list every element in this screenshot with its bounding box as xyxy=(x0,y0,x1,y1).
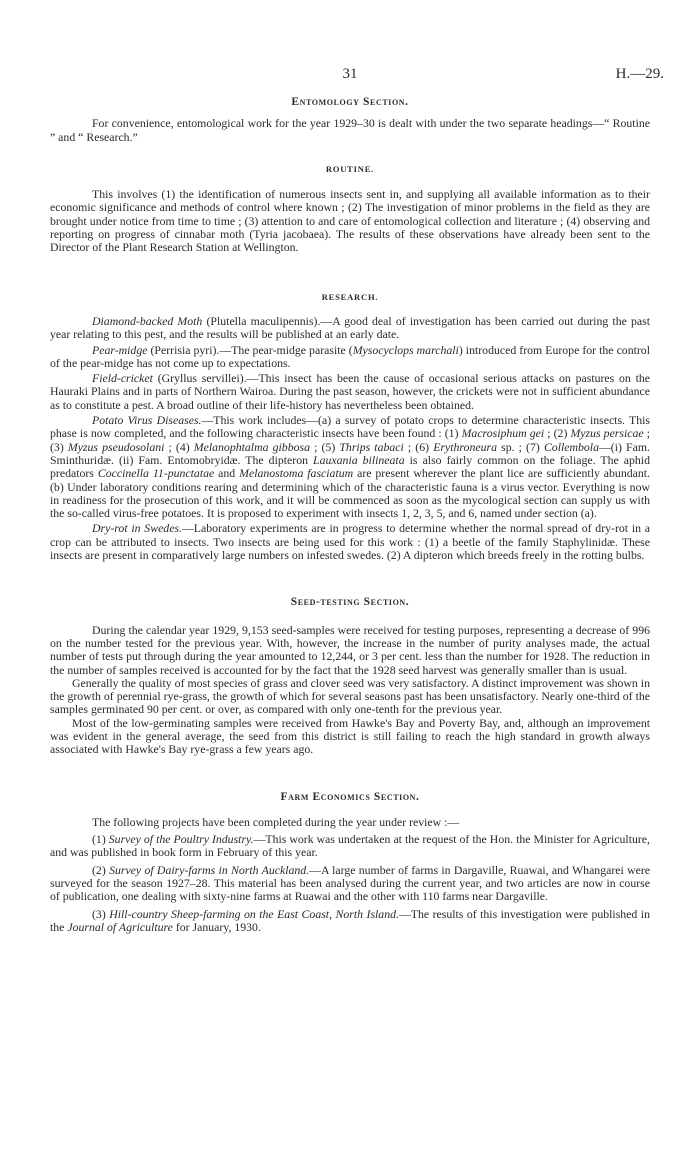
entomology-section xyxy=(50,66,650,562)
species-1: Macrosiphum gei xyxy=(461,426,545,441)
pear-midge-species: Mysocyclops marchali xyxy=(352,342,459,357)
diamond-moth-text: (Plutella maculipennis).—A good deal of investigation has been carried out during the past year relating to this pest, and the results will be published at an early date. xyxy=(50,313,651,342)
document-reference: H.—29. xyxy=(615,66,664,82)
farm-economics-intro: The following projects have been completed during the year under review :— xyxy=(92,814,460,829)
diamond-moth-title: Diamond-backed Moth xyxy=(92,313,203,328)
farm-economics-section xyxy=(50,791,650,935)
potato-sep-7: sp. ; (7) xyxy=(496,439,544,454)
project-3-number: (3) xyxy=(92,906,110,921)
farm-project-2 xyxy=(50,864,650,904)
pear-midge-text-a: (Perrisia pyri).—The pear-midge parasite ( xyxy=(147,342,353,357)
project-1-number: (1) xyxy=(92,832,109,847)
species-8: Lauxania bilineata xyxy=(313,452,405,467)
project-1-text: —This work was undertaken at the request of the Hon. the Minister for Agriculture, and was published in book form in February of this year. xyxy=(50,832,650,860)
seed-testing-heading: Seed-testing Section. xyxy=(290,596,410,609)
species-9: Coccinella 11-punctatae xyxy=(97,466,215,481)
project-3-title: Hill-country Sheep-farming on the East Coast, North Island. xyxy=(109,906,399,921)
seed-testing-paragraph-1: During the calendar year 1929, 9,153 seed-samples were received for testing purposes, representing a decrease of 996 on the number tested for the previous year. With, however, the increase in the number of purity analyses made, the actual number of tests put through during the year amounted to 12,244, or 3 per cent. less than the number for 1928. The reduction in the number of samples received is accounted for by the fact that the 1928 seed harvest was generally smaller than is usual. xyxy=(50,622,650,677)
pear-midge-paragraph xyxy=(50,344,650,371)
field-cricket-text: (Gryllus servillei).—This insect has been the cause of occasional serious attacks on pastures on the Hauraki Plains and in parts of Northern Wairoa. During the past season, however, the crickets were not in sufficient abundance as to constitute a pest. A broad outline of their life-history has nevertheless been obtained. xyxy=(50,371,650,412)
diamond-moth-paragraph xyxy=(50,315,650,342)
potato-virus-title: Potato Virus Diseases. xyxy=(92,413,202,428)
potato-sep-4: ; (4) xyxy=(164,439,194,454)
species-6: Erythroneura xyxy=(433,439,497,454)
potato-text-d: and xyxy=(214,466,240,481)
species-7: Collembola xyxy=(543,439,599,454)
potato-virus-paragraph xyxy=(50,414,650,520)
page-number: 31 xyxy=(342,66,358,82)
species-10: Melanostoma fasciatum xyxy=(239,466,354,481)
potato-sep-3: ; (3) xyxy=(50,426,650,454)
project-2-text: —A large number of farms in Dargaville, Ruawai, and Whangarei were surveyed for the season 1927–28. This material has been analysed during the current year, and two articles are now in course of publication, one dealing with sixty-nine farms at Ruawai and the other with 110 farms near Dargaville. xyxy=(50,862,650,904)
pear-midge-text-b: ) introduced from Europe for the control of the pear-midge has not come up to expectations. xyxy=(50,342,650,370)
entomology-intro: For convenience, entomological work for the year 1929–30 is dealt with under the two separate headings—“ Routine ” and “ Research.” xyxy=(50,116,650,144)
research-heading: RESEARCH. xyxy=(321,291,379,302)
potato-text-b: —(i) Fam. Sminthuridæ. (ii) Fam. Entomobryidæ. The dipteron xyxy=(50,439,650,467)
entomology-heading: Entomology Section. xyxy=(291,96,409,108)
species-5: Thrips tabaci xyxy=(339,439,404,454)
dry-rot-text: —Laboratory experiments are in progress to determine whether the normal spread of dry-rot in a crop can be attributed to insects. Two insects are being used for this work : (1) a beetle of the family Staphylinidæ. These insects are present in comparatively large numbers on infested swedes. (2) A dipteron which breeds freely in the rotting bulbs. xyxy=(50,521,650,563)
farm-project-1 xyxy=(50,833,650,860)
potato-text-c: is also fairly common on the foliage. The aphid predators xyxy=(50,452,650,481)
project-3-journal: Journal of Agriculture xyxy=(67,919,173,934)
project-1-title: Survey of the Poultry Industry. xyxy=(108,832,254,847)
routine-heading: ROUTINE. xyxy=(325,163,375,174)
field-cricket-title: Field-cricket xyxy=(92,371,153,386)
pear-midge-title: Pear-midge xyxy=(92,342,148,357)
potato-sep-5: ; (5) xyxy=(309,439,340,454)
species-4: Melanophtalma gibbosa xyxy=(193,439,310,454)
potato-text-e: are present wherever the plant lice are sufficiently abundant. (b) Under laboratory conditions rearing and determining which of the characteristic fauna is a virus vector. Everything is now in readiness for the prosecution of this work, and it will be commenced as soon as the mycological section can supply us with the so-called virus-free potatoes. It is proposed to experiment with insects 1, 2, 3, 5, and 6, named under section (a). xyxy=(50,466,650,521)
dry-rot-paragraph xyxy=(50,522,650,562)
potato-text-a: —This work includes—(a) a survey of potato crops to determine characteristic insects. This phase is now completed, and the following characteristic insects have been found : (1) xyxy=(50,413,650,441)
project-3-text-a: —The results of this investigation were published in the xyxy=(50,906,650,934)
farm-project-3 xyxy=(50,908,650,935)
seed-testing-paragraph-3: Most of the low-germinating samples were received from Hawke's Bay and Poverty Bay, and, although an improvement was evident in the general average, the seed from this district is still failing to reach the high standard in growth always associated with Hawke's Bay rye-grass a few years ago. xyxy=(50,715,650,757)
dry-rot-title: Dry-rot in Swedes. xyxy=(92,521,182,536)
species-3: Myzus pseudosolani xyxy=(67,439,165,454)
project-2-title: Survey of Dairy-farms in North Auckland. xyxy=(109,862,310,877)
seed-testing-section xyxy=(50,596,650,756)
routine-paragraph: This involves (1) the identification of numerous insects sent in, and supplying all available information as to their economic significance and methods of control where known ; (2) The investigation of minor problems in the field as they are brought under notice from time to time ; (3) attention to and care of entomological collection and literature ; (4) observing and reporting on progress of cinnabar moth (Tyria jacobaea). The results of these observations have already been sent to the Director of the Plant Research Station at Wellington. xyxy=(50,187,650,255)
seed-testing-paragraph-2: Generally the quality of most species of grass and clover seed was very satisfactory. A distinct improvement was shown in the growth of perennial rye-grass, the growth of which for several seasons past has been unsatisfactory. Nearly one-third of the samples germinated 90 per cent. or over, as compared with only one-tenth for the previous year. xyxy=(50,675,650,717)
project-3-text-b: for January, 1930. xyxy=(172,919,261,934)
potato-sep-2: ; (2) xyxy=(544,426,571,441)
farm-economics-heading: Farm Economics Section. xyxy=(280,790,420,803)
project-2-number: (2) xyxy=(92,862,110,877)
potato-sep-6: ; (6) xyxy=(403,439,434,454)
species-2: Myzus persicae xyxy=(570,426,644,441)
field-cricket-paragraph xyxy=(50,372,650,412)
